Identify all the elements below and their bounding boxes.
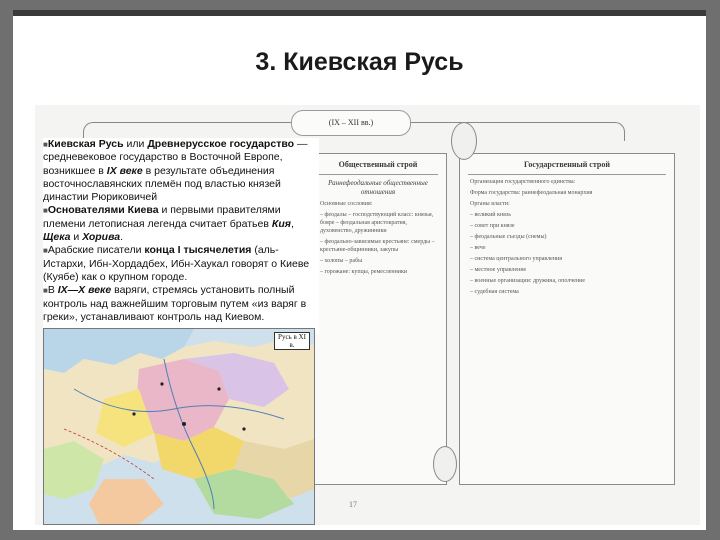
paragraph-arab-writers: ■Арабские писатели конца I тысячелетия (аль-Истархи, Ибн-Хордадбех, Ибн-Хаукал говорят о Киеве (Куябе) как о крупном городе. — [43, 244, 310, 283]
social-item: – холопы – рабы — [320, 258, 363, 264]
map-drawing — [44, 329, 314, 524]
social-item: – феодалы – господствующий класс: князья, бояре – феодальная аристократия, духовенство, дружинники — [320, 212, 434, 234]
scroll-curl — [433, 446, 457, 482]
state-item: Органы власти: — [470, 201, 510, 207]
bullet-icon: ■ — [43, 140, 48, 149]
slide-title: 3. Киевская Русь — [255, 48, 464, 76]
state-item: – великий князь — [470, 212, 511, 218]
slide — [13, 10, 706, 530]
state-item: – система центрального управления — [470, 256, 562, 262]
bullet-icon: ■ — [43, 246, 48, 256]
state-item: – судебная система — [470, 289, 519, 295]
state-item: Форма государства: раннефеодальная монархия — [470, 190, 593, 196]
bullet-icon: ■ — [43, 206, 48, 216]
social-item: – горожане: купцы, ремесленники — [320, 269, 408, 275]
state-item: – местное управление — [470, 267, 527, 273]
scroll-curl — [451, 122, 477, 160]
social-structure-heading: Общественный строй — [318, 160, 438, 175]
period-scroll: (IX – XII вв.) — [291, 110, 411, 136]
page-number: 17 — [349, 500, 357, 509]
social-item: – феодально-зависимые крестьяне: смерды – крестьяне-общинники, закупы — [320, 239, 435, 253]
state-structure-column — [459, 153, 675, 485]
state-item: – вече — [470, 245, 486, 251]
social-structure-subheading: Раннефеодальные общественные отношения — [328, 179, 428, 196]
state-item: – совет при князе — [470, 223, 515, 229]
main-text — [43, 138, 319, 334]
paragraph-founders: ■Основателями Киева и первыми правителями племени летописная легенда считает братьев Кия, Щека и Хорива. — [43, 204, 294, 244]
social-structure-column — [309, 153, 447, 485]
state-item: Организация государственного единства: — [470, 179, 576, 185]
paragraph-definition: ■Киевская Русь или Древнерусское государство — средневековое государство в Восточной Европе, возникшее в IX веке в результате объединения восточнославянских племён под властью князей династии Рюриковичей — [43, 138, 308, 204]
state-structure-heading: Государственный строй — [468, 160, 666, 175]
state-item: – военные организации: дружина, ополчение — [470, 278, 586, 284]
top-bar — [13, 10, 706, 16]
bullet-icon: ■ — [43, 286, 48, 296]
paragraph-varangians: ■В IX—X веке варяги, стремясь установить полный контроль над важнейшим торговым путем «из варяг в греки», устанавливают контроль над Киевом. — [43, 284, 307, 323]
state-item: – феодальные съезды (снемы) — [470, 234, 547, 240]
social-item: Основные сословия: — [320, 201, 373, 207]
historical-map — [43, 328, 315, 525]
map-legend-label: Русь в XI в. — [274, 332, 310, 350]
